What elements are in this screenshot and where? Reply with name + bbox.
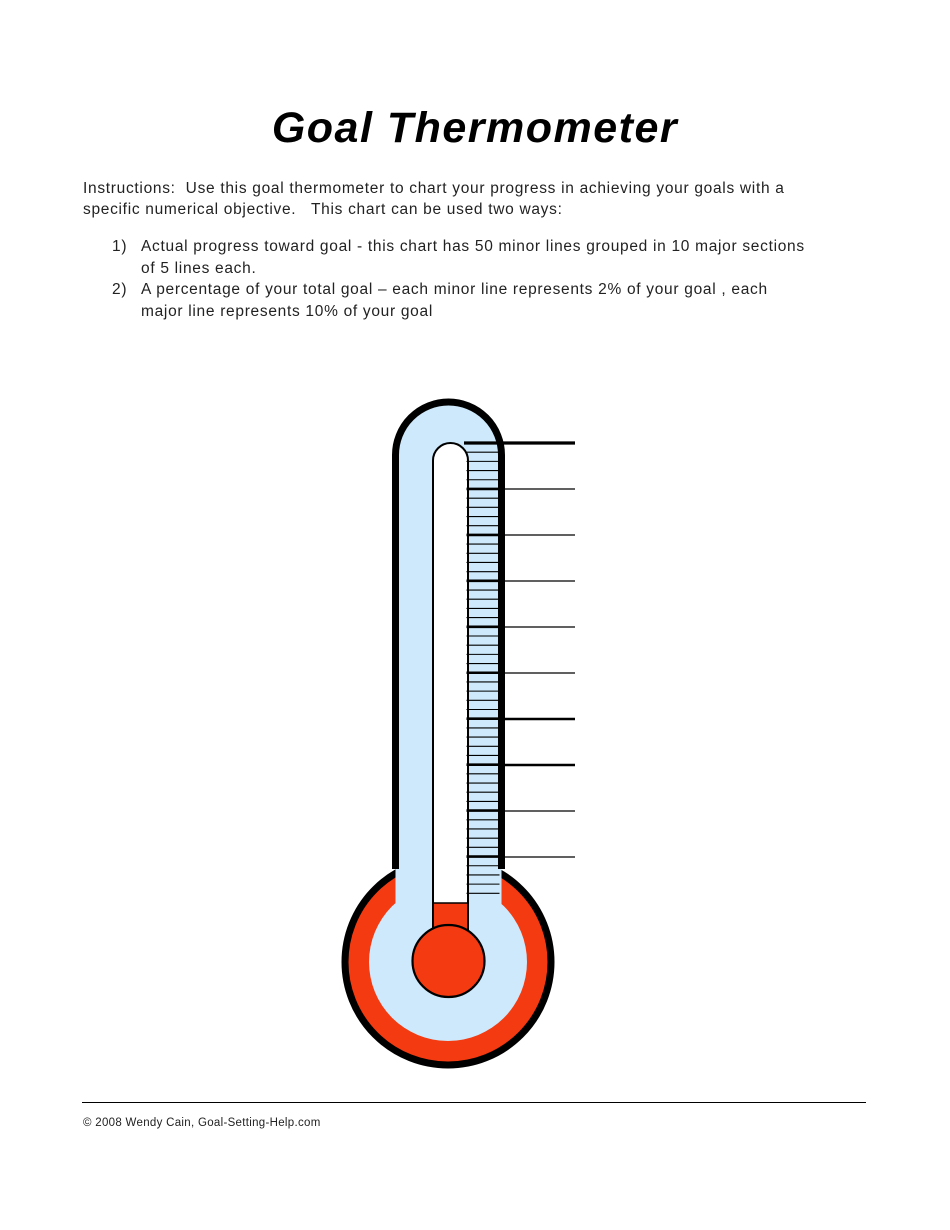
copyright-text: © 2008 Wendy Cain, Goal-Setting-Help.com	[83, 1117, 321, 1129]
bulb-center-circle	[413, 925, 485, 997]
list-item-line: of 5 lines each.	[141, 259, 257, 277]
list-item-marker: 2)	[112, 281, 128, 298]
fluid-column	[434, 903, 467, 937]
list-item	[83, 279, 805, 322]
bulb-outer-circle	[345, 859, 551, 1065]
list-item-marker: 1)	[112, 238, 128, 255]
list-item	[83, 236, 805, 279]
instructions-paragraph	[83, 178, 785, 220]
goal-lines	[464, 443, 575, 857]
instructions-line: Instructions: Use this goal thermometer to chart your progress in achieving your goals with a	[83, 180, 785, 197]
footer-divider	[82, 1102, 866, 1103]
tick-scale	[467, 452, 501, 893]
list-item-line: A percentage of your total goal – each minor line represents 2% of your goal , each	[141, 281, 768, 298]
bulb-blue-disc	[369, 883, 527, 1041]
tube-fill	[396, 402, 502, 940]
instructions-line: specific numerical objective. This chart can be used two ways:	[83, 201, 563, 218]
list-item-line: Actual progress toward goal - this chart has 50 minor lines grouped in 10 major sections	[141, 238, 805, 255]
inner-tube	[433, 443, 468, 931]
usage-list	[83, 236, 805, 322]
page-title: Goal Thermometer	[271, 104, 679, 152]
list-item-line: major line represents 10% of your goal	[141, 302, 433, 320]
tube-border	[396, 402, 502, 869]
